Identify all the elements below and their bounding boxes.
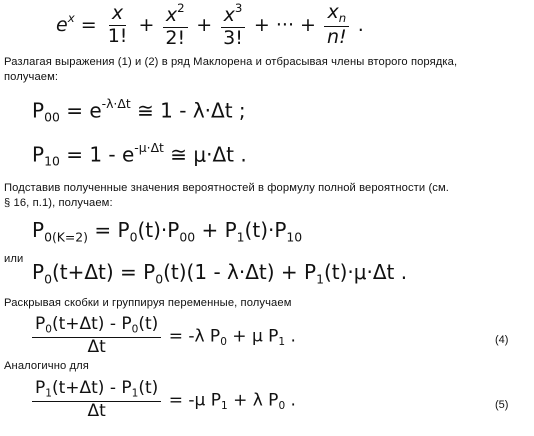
equation-number-5: (5) [495,399,509,411]
formula-p0-t-dt: $P_0(t+\Delta t) = P_0(t)(1 - \lambda\cdot\Delta t) + P_1(t)\cdot\mu\cdot\Delta t$ . [32,260,408,287]
paragraph-grouping: Раскрывая скобки и группируя переменные, получаем [4,297,292,309]
formula-eq4: $\frac{P_0(t+\Delta t) - P_0(t)}{\Delta t}$ = -λ $P_0 + \mu$ $P_1$ . [30,316,296,357]
formula-p10: $P_{10} = 1 - e^{-\mu\cdot\Delta t}$ ≅ μ·Δt . [32,140,247,169]
word-ili: или [4,253,24,265]
formula-p0-k2: $P_{0(K=2)} = P_0(t)\cdot P_{00} + P_1(t)\cdot P_{10}$ [32,218,303,245]
paragraph-analogously: Аналогично для [4,360,89,372]
formula-p00: $P_{00} = e^{-\lambda\cdot\Delta t}$ ≅ 1 - λ·Δt ; [32,96,246,125]
paragraph-maclaurin: Разлагая выражения (1) и (2) в ряд Маклорена и отбрасывая члены второго порядка, получаем: [4,56,458,83]
formula-eq5: $\frac{P_1(t+\Delta t) - P_1(t)}{\Delta t}$ = -μ $P_1 + \lambda$ $P_0$ . [30,380,296,421]
paragraph-substitution: Подставив полученные значения вероятностей в формулу полной вероятности (см. § 16, п.1), получаем: [4,182,449,209]
equation-number-4: (4) [495,334,509,346]
formula-exp-series: $e^x$ = $\frac{x}{1!}$ + $\frac{x^2}{2!}$ + $\frac{x^3}{3!}$ + ··· + $\frac{x_n}{n!}$ . [56,1,364,49]
